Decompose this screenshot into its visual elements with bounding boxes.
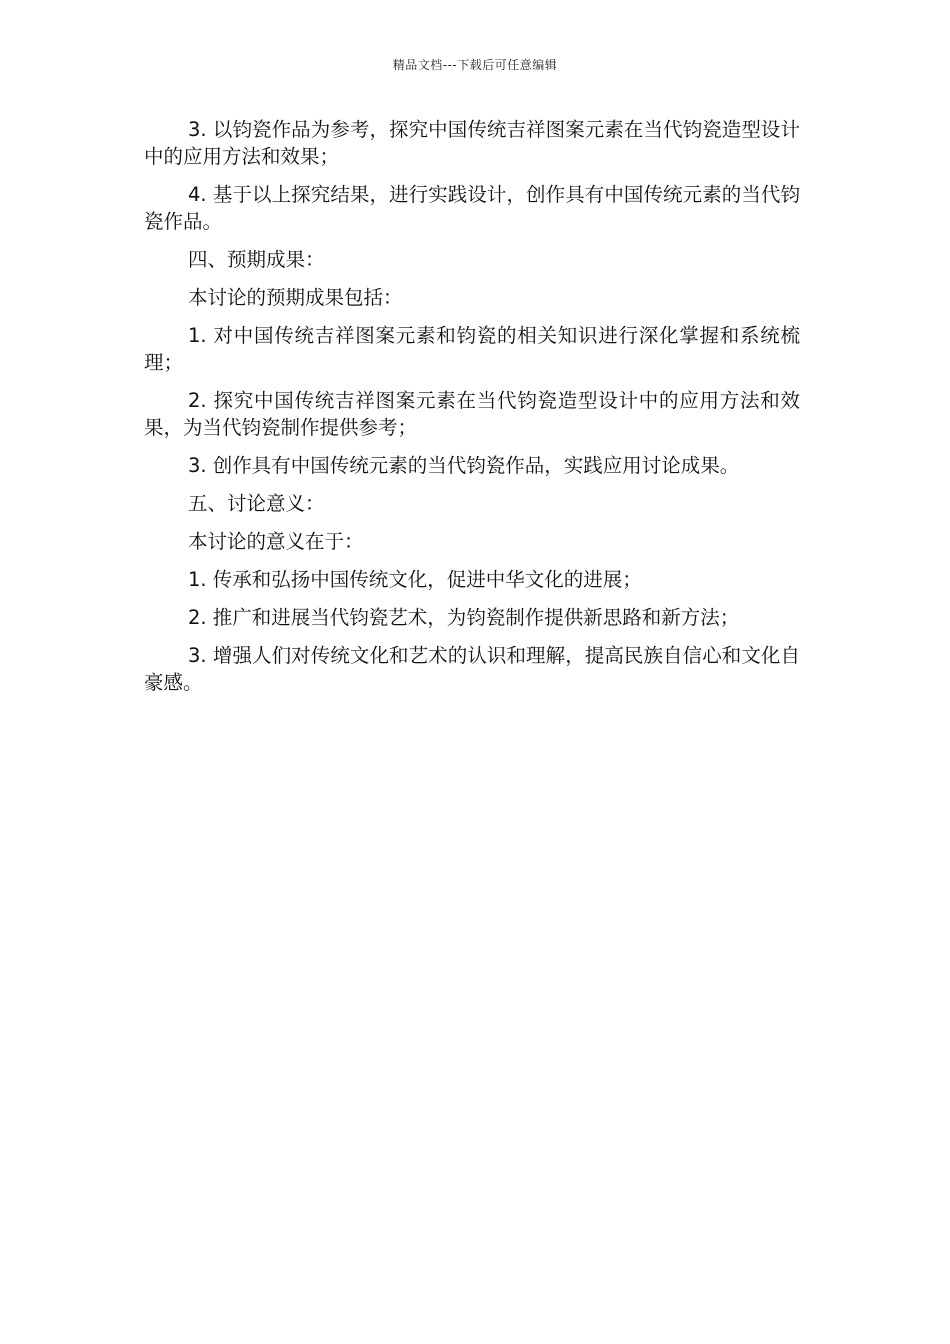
list-item-expected-result-2: 2. 探究中国传统吉祥图案元素在当代钧瓷造型设计中的应用方法和效果，为当代钧瓷制作提供参考； — [144, 389, 800, 439]
section-heading-expected-results: 四、预期成果： — [188, 248, 325, 271]
list-item-expected-result-3: 3. 创作具有中国传统元素的当代钧瓷作品，实践应用讨论成果。 — [188, 454, 740, 477]
list-item-expected-result-1: 1. 对中国传统吉祥图案元素和钧瓷的相关知识进行深化掌握和系统梳理； — [144, 324, 800, 374]
expected-results-intro: 本讨论的预期成果包括： — [188, 286, 403, 309]
list-item-research-method-4: 4. 基于以上探究结果，进行实践设计，创作具有中国传统元素的当代钧瓷作品。 — [144, 183, 800, 233]
significance-intro: 本讨论的意义在于： — [188, 530, 364, 553]
page-header: 精品文档---下载后可任意编辑 — [392, 58, 558, 72]
list-item-research-method-3: 3. 以钧瓷作品为参考，探究中国传统吉祥图案元素在当代钧瓷造型设计中的应用方法和效果； — [144, 118, 800, 168]
list-item-significance-3: 3. 增强人们对传统文化和艺术的认识和理解，提高民族自信心和文化自豪感。 — [144, 644, 800, 694]
list-item-significance-2: 2. 推广和进展当代钧瓷艺术，为钧瓷制作提供新思路和新方法； — [188, 606, 740, 629]
document-body — [144, 116, 800, 707]
list-item-significance-1: 1. 传承和弘扬中国传统文化，促进中华文化的进展； — [188, 568, 642, 591]
section-heading-significance: 五、讨论意义： — [188, 492, 325, 515]
